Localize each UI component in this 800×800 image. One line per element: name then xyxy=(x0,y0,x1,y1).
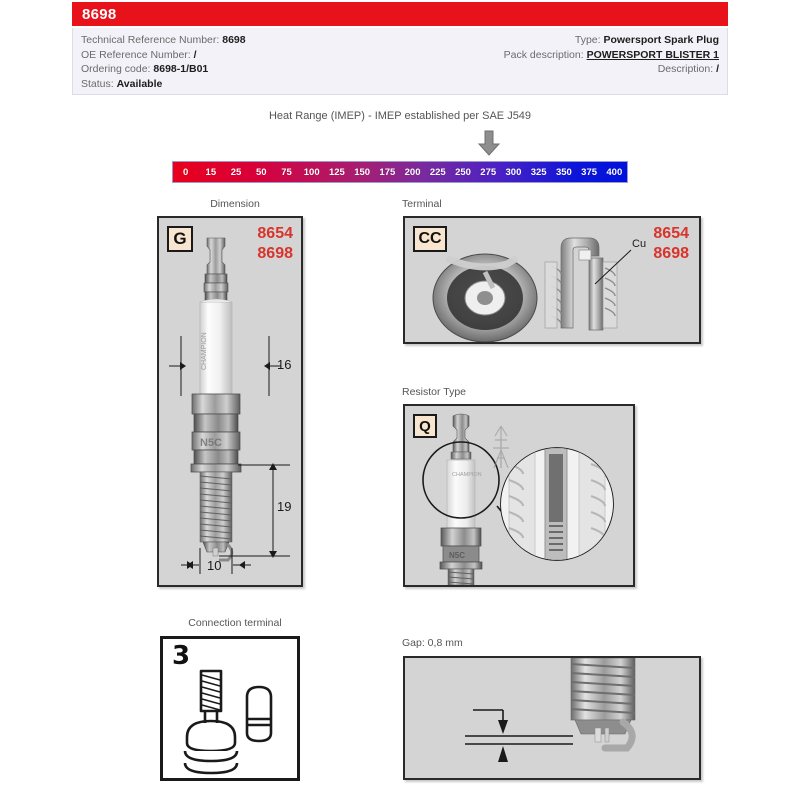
page-title: 8698 xyxy=(82,5,117,23)
heat-range-tick-125: 125 xyxy=(328,166,345,178)
heat-range-title: Heat Range (IMEP) - IMEP established per SAE J549 xyxy=(268,110,532,122)
info-left-column xyxy=(81,33,246,91)
label-status: Status: xyxy=(81,77,114,90)
heat-range-tick-350: 350 xyxy=(555,166,572,178)
section-label-resistor-type: Resistor Type xyxy=(402,386,466,398)
label-oe-reference: OE Reference Number: xyxy=(81,48,191,61)
info-row-type xyxy=(504,33,719,48)
dimension-part-number-2: 8698 xyxy=(257,245,293,262)
terminal-photo-and-diagram xyxy=(405,218,699,342)
heat-range-tick-0: 0 xyxy=(182,166,189,178)
terminal-type-badge: CC xyxy=(413,226,447,252)
section-label-connection-terminal: Connection terminal xyxy=(188,617,282,629)
heat-range-tick-25: 25 xyxy=(230,166,242,178)
heat-range-tick-100: 100 xyxy=(303,166,320,178)
heat-range-tick-250: 250 xyxy=(455,166,471,178)
heat-range-tick-275: 275 xyxy=(480,166,497,178)
heat-range-tick-50: 50 xyxy=(255,166,267,178)
value-type: Powersport Spark Plug xyxy=(603,34,719,46)
connection-terminal-badge: 3 xyxy=(172,641,191,671)
svg-text:N5C: N5C xyxy=(200,437,223,449)
dimension-part-number-1: 8654 xyxy=(257,225,293,242)
value-oe-reference: / xyxy=(193,48,197,61)
section-label-terminal: Terminal xyxy=(402,198,442,210)
heat-range-scale xyxy=(172,161,628,183)
dimension-type-badge: G xyxy=(167,226,193,252)
svg-text:CHAMPION: CHAMPION xyxy=(452,472,482,478)
label-ordering-code: Ordering code: xyxy=(81,63,151,75)
label-technical-reference: Technical Reference Number: xyxy=(81,34,220,46)
label-description: Description: xyxy=(657,63,714,75)
label-type: Type: xyxy=(574,34,601,46)
svg-text:N5C: N5C xyxy=(449,551,466,560)
heat-range-tick-75: 75 xyxy=(281,166,292,178)
info-row-technical-reference xyxy=(81,33,246,48)
heat-range-tick-325: 325 xyxy=(530,166,547,178)
heat-range-tick-400: 400 xyxy=(606,166,623,178)
product-info-box xyxy=(72,28,728,95)
info-row-status xyxy=(81,77,246,92)
gap-measurement-illustration xyxy=(405,658,699,778)
dimension-panel xyxy=(157,216,303,587)
heat-range-tick-200: 200 xyxy=(404,166,421,178)
heat-range-tick-225: 225 xyxy=(429,166,446,178)
terminal-part-number-2: 8698 xyxy=(653,245,689,262)
resistor-type-badge: Q xyxy=(413,414,437,438)
terminal-annotation-cu: Cu xyxy=(632,238,647,250)
resistor-cutaway-illustration xyxy=(405,406,633,585)
resistor-type-panel xyxy=(403,404,635,587)
heat-range-marker-arrow-icon xyxy=(478,130,500,156)
value-ordering-code: 8698-1/B01 xyxy=(153,63,209,75)
info-row-description xyxy=(504,62,719,77)
dimension-value-thread-reach: 19 xyxy=(277,499,292,514)
terminal-panel xyxy=(403,216,701,344)
info-row-ordering-code xyxy=(81,62,246,77)
info-row-pack-description xyxy=(504,48,719,63)
connection-terminal-panel xyxy=(160,636,300,781)
heat-range-tick-375: 375 xyxy=(581,166,598,178)
dimension-value-hex-size: 16 xyxy=(277,357,292,372)
product-title-bar xyxy=(72,2,728,26)
gap-panel xyxy=(403,656,701,780)
heat-range-tick-15: 15 xyxy=(205,166,217,178)
label-pack-description: Pack description: xyxy=(503,48,584,61)
section-label-dimension: Dimension xyxy=(210,198,260,210)
info-row-oe-reference xyxy=(81,48,246,63)
heat-range-tick-175: 175 xyxy=(379,166,396,178)
pack-description-link[interactable]: POWERSPORT BLISTER 1 xyxy=(586,48,719,61)
section-label-gap: Gap: 0,8 mm xyxy=(402,637,463,649)
terminal-part-number-1: 8654 xyxy=(653,225,689,242)
heat-range-tick-300: 300 xyxy=(505,166,522,178)
info-right-column xyxy=(504,33,719,77)
dimension-value-thread-diameter: 10 xyxy=(207,558,222,573)
connection-terminal-line-art xyxy=(163,639,297,778)
svg-text:CHAMPION: CHAMPION xyxy=(201,332,208,370)
dimension-callouts xyxy=(159,218,301,585)
value-description: / xyxy=(716,63,719,75)
status-badge: Available xyxy=(116,77,163,90)
value-technical-reference: 8698 xyxy=(222,34,246,46)
heat-range-tick-150: 150 xyxy=(354,166,371,178)
